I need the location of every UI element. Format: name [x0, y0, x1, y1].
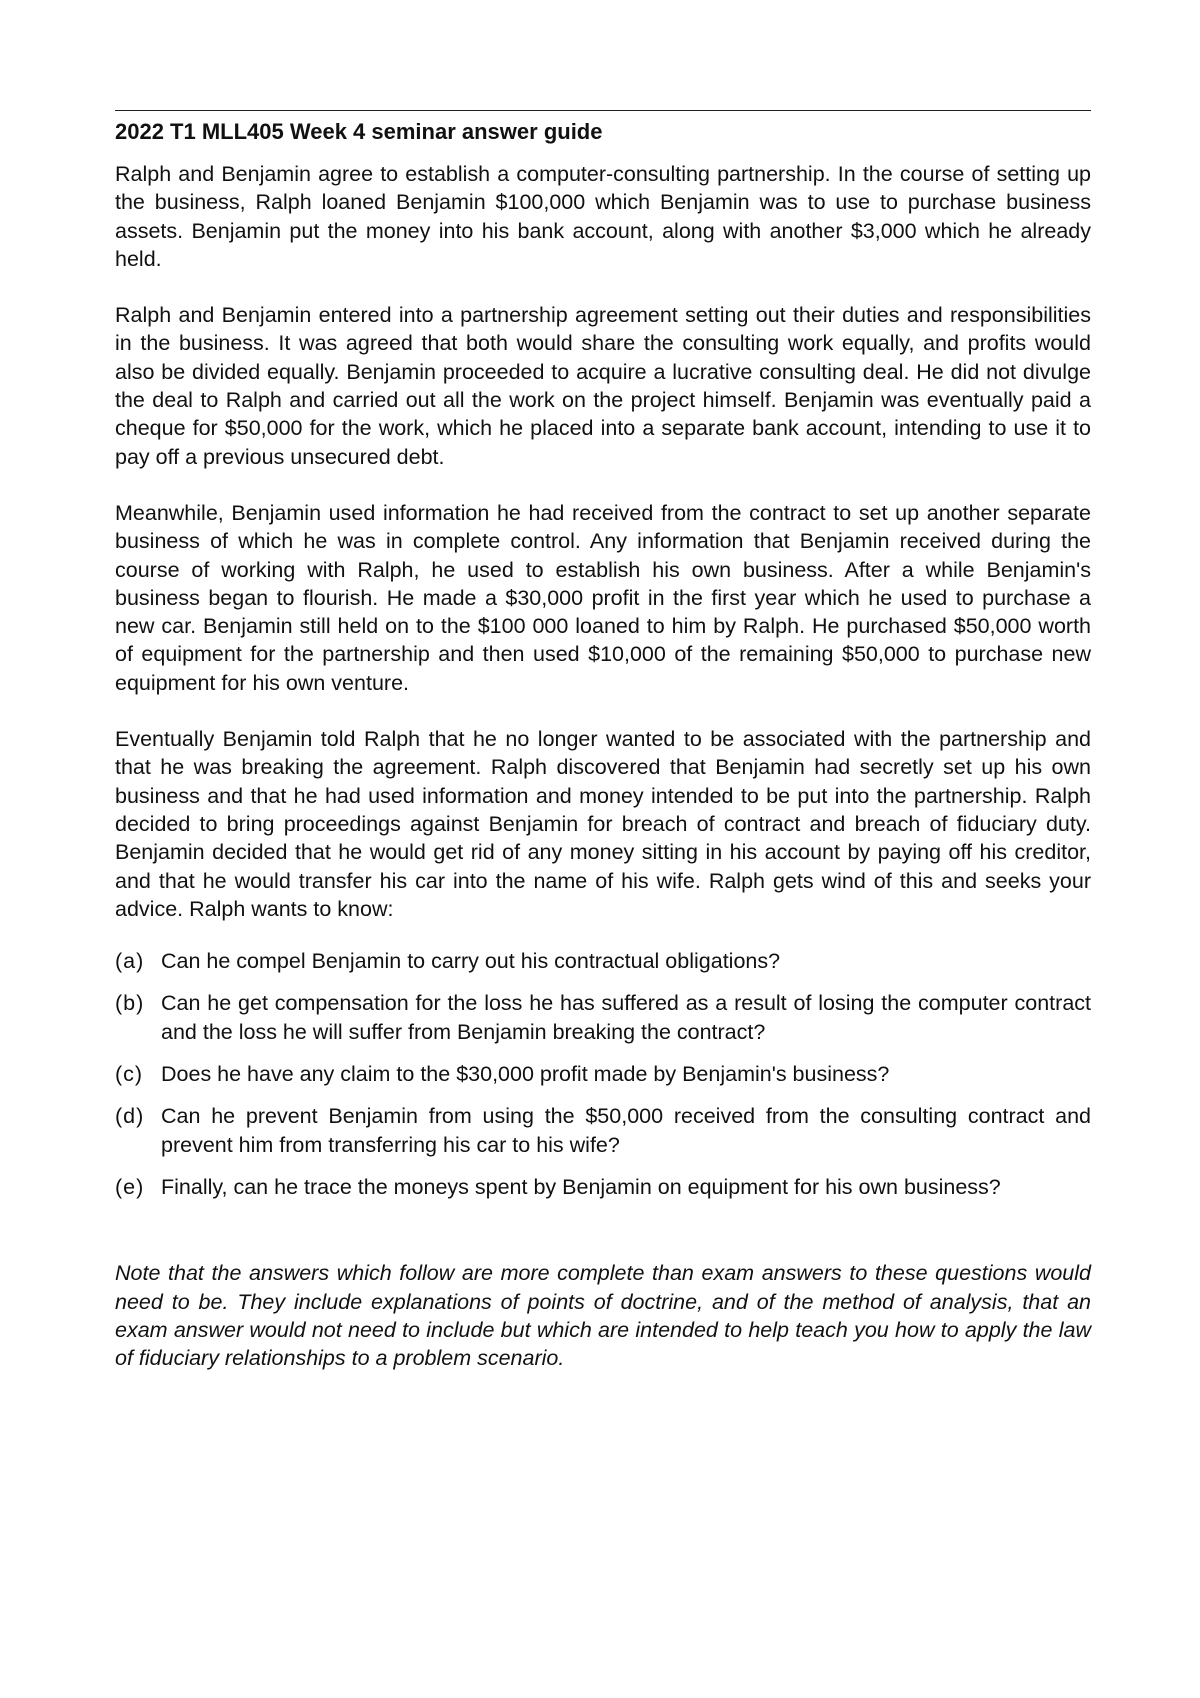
question-text: Can he prevent Benjamin from using the $50,000 received from the consulting contract and prevent him from transferring his car to his wife?	[161, 1104, 1091, 1157]
question-item-e	[115, 1173, 1091, 1201]
question-marker: (c)	[115, 1062, 144, 1087]
question-item-a	[115, 947, 1091, 975]
paragraph-3: Meanwhile, Benjamin used information he had received from the contract to set up another separate business of which he was in complete control. Any information that Benjamin received during the course of working with Ralph, he used to establish his own business. After a while Benjamin's business began to flourish. He made a $30,000 profit in the first year which he used to purchase a new car. Benjamin still held on to the $100 000 loaned to him by Ralph. He purchased $50,000 worth of equipment for the partnership and then used $10,000 of the remaining $50,000 to purchase new equipment for his own venture.	[115, 500, 1091, 695]
question-list	[115, 947, 1091, 1201]
header-rule	[115, 110, 1091, 111]
question-item-c	[115, 1060, 1091, 1088]
document-title: 2022 T1 MLL405 Week 4 seminar answer guide	[115, 119, 603, 144]
paragraph-1: Ralph and Benjamin agree to establish a computer-consulting partnership. In the course of setting up the business, Ralph loaned Benjamin $100,000 which Benjamin was to use to purchase business assets. Benjamin put the money into his bank account, along with another $3,000 which he already held.	[115, 162, 1091, 271]
question-marker: (e)	[115, 1174, 145, 1199]
document-page	[115, 110, 1091, 1372]
question-text: Can he compel Benjamin to carry out his contractual obligations?	[161, 949, 781, 974]
question-marker: (a)	[115, 949, 145, 974]
question-marker: (b)	[115, 991, 145, 1016]
paragraph-4: Eventually Benjamin told Ralph that he no longer wanted to be associated with the partnership and that he was breaking the agreement. Ralph discovered that Benjamin had secretly set up his own business and that he had used information and money intended to be put into the partnership. Ralph decided to bring proceedings against Benjamin for breach of contract and breach of fiduciary duty. Benjamin decided that he would get rid of any money sitting in his account by paying off his creditor, and that he would transfer his car into the name of his wife. Ralph gets wind of this and seeks your advice. Ralph wants to know:	[115, 727, 1091, 921]
question-text: Can he get compensation for the loss he has suffered as a result of losing the computer contract and the loss he will suffer from Benjamin breaking the contract?	[161, 991, 1091, 1044]
question-text: Does he have any claim to the $30,000 profit made by Benjamin's business?	[161, 1062, 890, 1087]
paragraph-2: Ralph and Benjamin entered into a partnership agreement setting out their duties and responsibilities in the business. It was agreed that both would share the consulting work equally, and profits would also be divided equally. Benjamin proceeded to acquire a lucrative consulting deal. He did not divulge the deal to Ralph and carried out all the work on the project himself. Benjamin was eventually paid a cheque for $50,000 for the work, which he placed into a separate bank account, intending to use it to pay off a previous unsecured debt.	[115, 303, 1091, 469]
question-text: Finally, can he trace the moneys spent by Benjamin on equipment for his own business?	[161, 1174, 1001, 1199]
italic-note: Note that the answers which follow are more complete than exam answers to these questions would need to be. They include explanations of points of doctrine, and of the method of analysis, that an exam answer would not need to include but which are intended to help teach you how to apply the law of fiduciary relationships to a problem scenario.	[115, 1261, 1091, 1371]
question-item-d	[115, 1102, 1091, 1159]
question-marker: (d)	[115, 1104, 145, 1129]
question-item-b	[115, 989, 1091, 1046]
